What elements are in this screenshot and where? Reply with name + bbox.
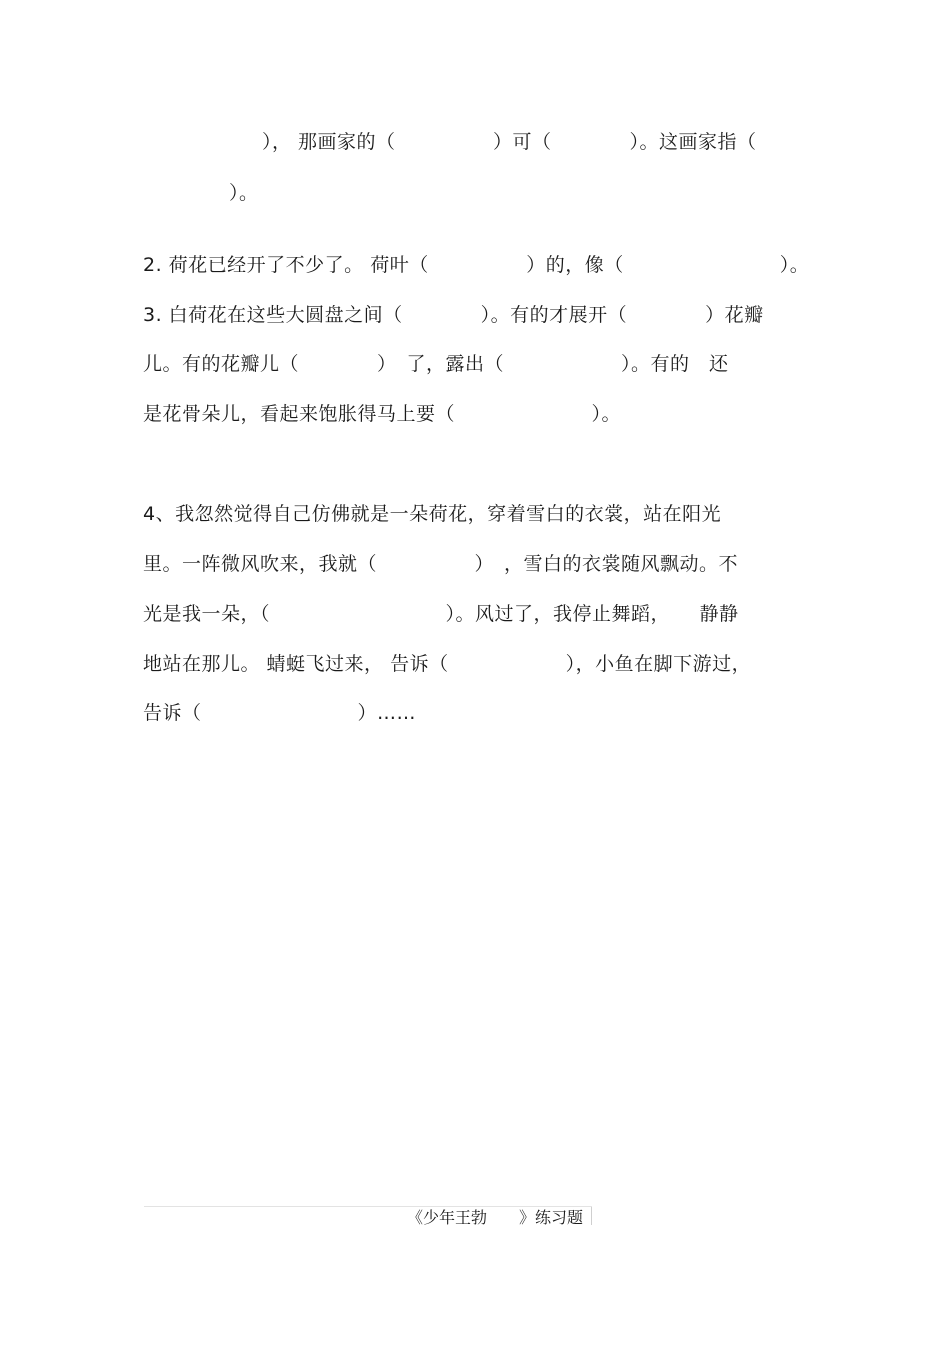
footer-tick [591, 1207, 592, 1225]
item4-line2: 里。一阵微风吹来，我就（ ） ，雪白的衣裳随风飘动。不 [143, 553, 739, 575]
item4-line5: 告诉（ ）…… [143, 702, 417, 724]
item3-line2: 儿。有的花瓣儿（ ） 了，露出（ ）。有的 还 [143, 353, 729, 375]
item1-line1: ）， 那画家的（ ）可（ ）。这画家指（ [262, 131, 757, 153]
footer-divider [144, 1206, 592, 1207]
item3-line1: 3. 白荷花在这些大圆盘之间（ ）。有的才展开（ ）花瓣 [143, 304, 764, 326]
item2-line1: 2. 荷花已经开了不少了。 荷叶（ ）的，像（ ）。 [143, 254, 810, 276]
item1-line2: ）。 [229, 182, 259, 204]
footer-title: 《少年王勃 》练习题 [407, 1208, 584, 1227]
item4-line4: 地站在那儿。 蜻蜓飞过来， 告诉（ ），小鱼在脚下游过， [143, 653, 752, 675]
item3-line3: 是花骨朵儿，看起来饱胀得马上要（ ）。 [143, 403, 622, 425]
item4-line1: 4、我忽然觉得自己仿佛就是一朵荷花，穿着雪白的衣裳，站在阳光 [143, 503, 722, 525]
item4-line3: 光是我一朵，（ ）。风过了，我停止舞蹈， 静静 [143, 603, 739, 625]
